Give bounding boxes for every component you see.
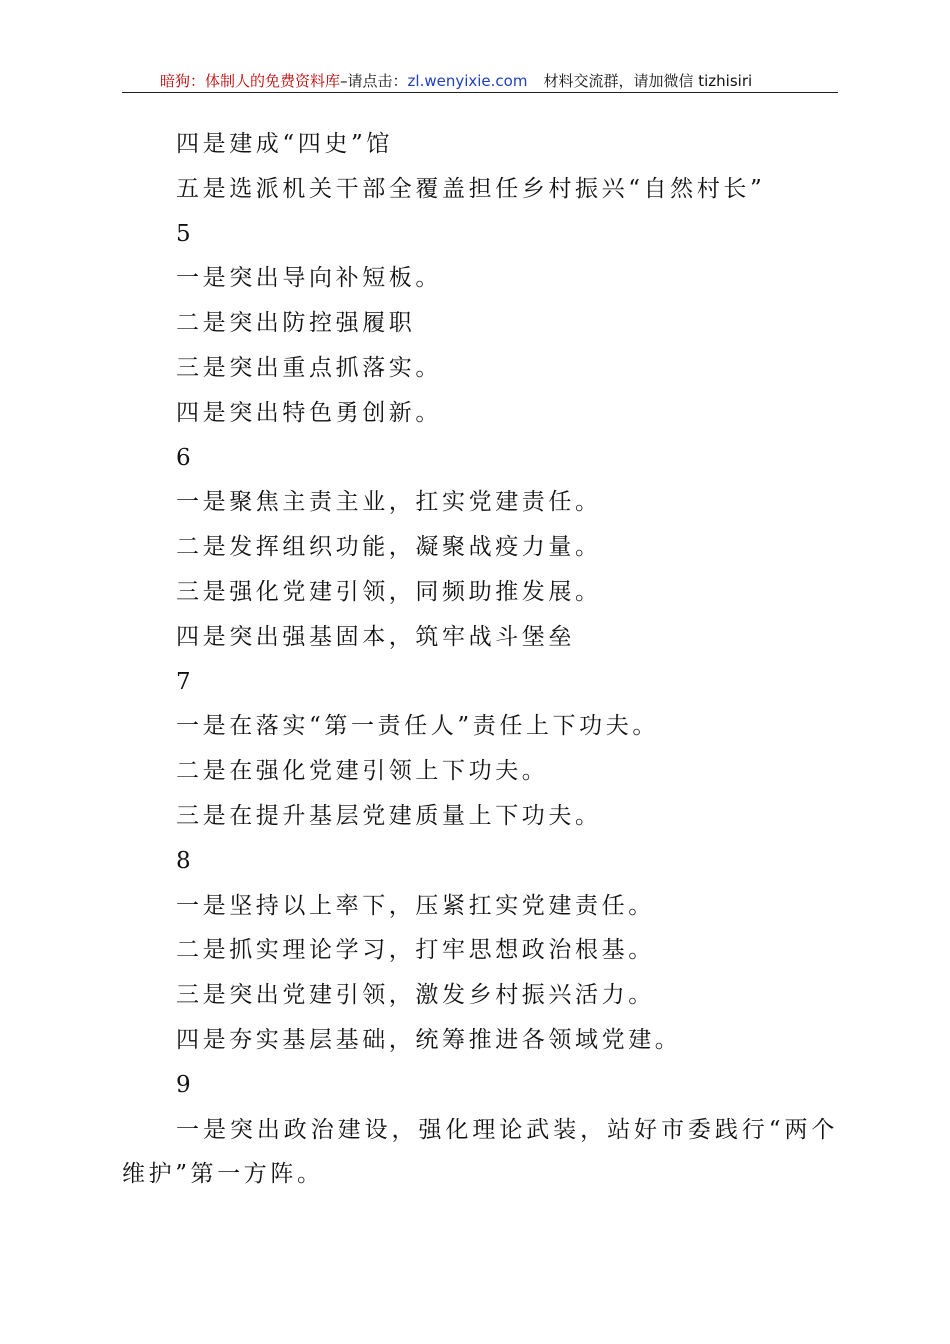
section-number: 8 — [176, 847, 191, 874]
paragraph: 一是聚焦主责主业，扛实党建责任。 — [176, 489, 602, 516]
paragraph: 四是突出特色勇创新。 — [176, 399, 442, 426]
section-number: 7 — [176, 668, 191, 695]
section-number: 6 — [176, 444, 191, 471]
paragraph: 一是突出导向补短板。 — [176, 265, 442, 292]
paragraph: 一是在落实“第一责任人”责任上下功夫。 — [176, 713, 659, 740]
paragraph: 二是发挥组织功能，凝聚战疫力量。 — [176, 534, 602, 561]
section-number: 9 — [176, 1071, 191, 1098]
header-contact: 材料交流群，请加微信 tizhisiri — [543, 72, 753, 90]
paragraph: 三是强化党建引领，同频助推发展。 — [176, 578, 602, 605]
page-header — [160, 68, 840, 94]
paragraph: 四是建成“四史”馆 — [176, 131, 393, 157]
header-click-prompt: –请点击： — [340, 72, 408, 90]
header-url-link[interactable]: zl.wenyixie.com — [407, 72, 528, 90]
header-divider — [122, 92, 838, 93]
paragraph: 二是抓实理论学习，打牢思想政治根基。 — [176, 937, 655, 964]
paragraph: 四是突出强基固本，筑牢战斗堡垒 — [176, 623, 575, 650]
paragraph: 一是坚持以上率下，压紧扛实党建责任。 — [176, 892, 655, 919]
paragraph: 三是在提升基层党建质量上下功夫。 — [176, 802, 602, 829]
document-body — [122, 122, 838, 1197]
paragraph: 一是突出政治建设，强化理论武装，站好市委践行“两个维护”第一方阵。 — [122, 1116, 838, 1188]
paragraph: 五是选派机关干部全覆盖担任乡村振兴“自然村长” — [176, 175, 766, 202]
paragraph: 二是在强化党建引领上下功夫。 — [176, 758, 549, 785]
paragraph: 二是突出防控强履职 — [176, 310, 416, 337]
paragraph: 四是夯实基层基础，统筹推进各领域党建。 — [176, 1026, 682, 1053]
paragraph: 三是突出重点抓落实。 — [176, 354, 442, 381]
section-number: 5 — [176, 220, 191, 247]
paragraph: 三是突出党建引领，激发乡村振兴活力。 — [176, 982, 655, 1009]
header-brand: 暗狗：体制人的免费资料库 — [160, 72, 341, 90]
